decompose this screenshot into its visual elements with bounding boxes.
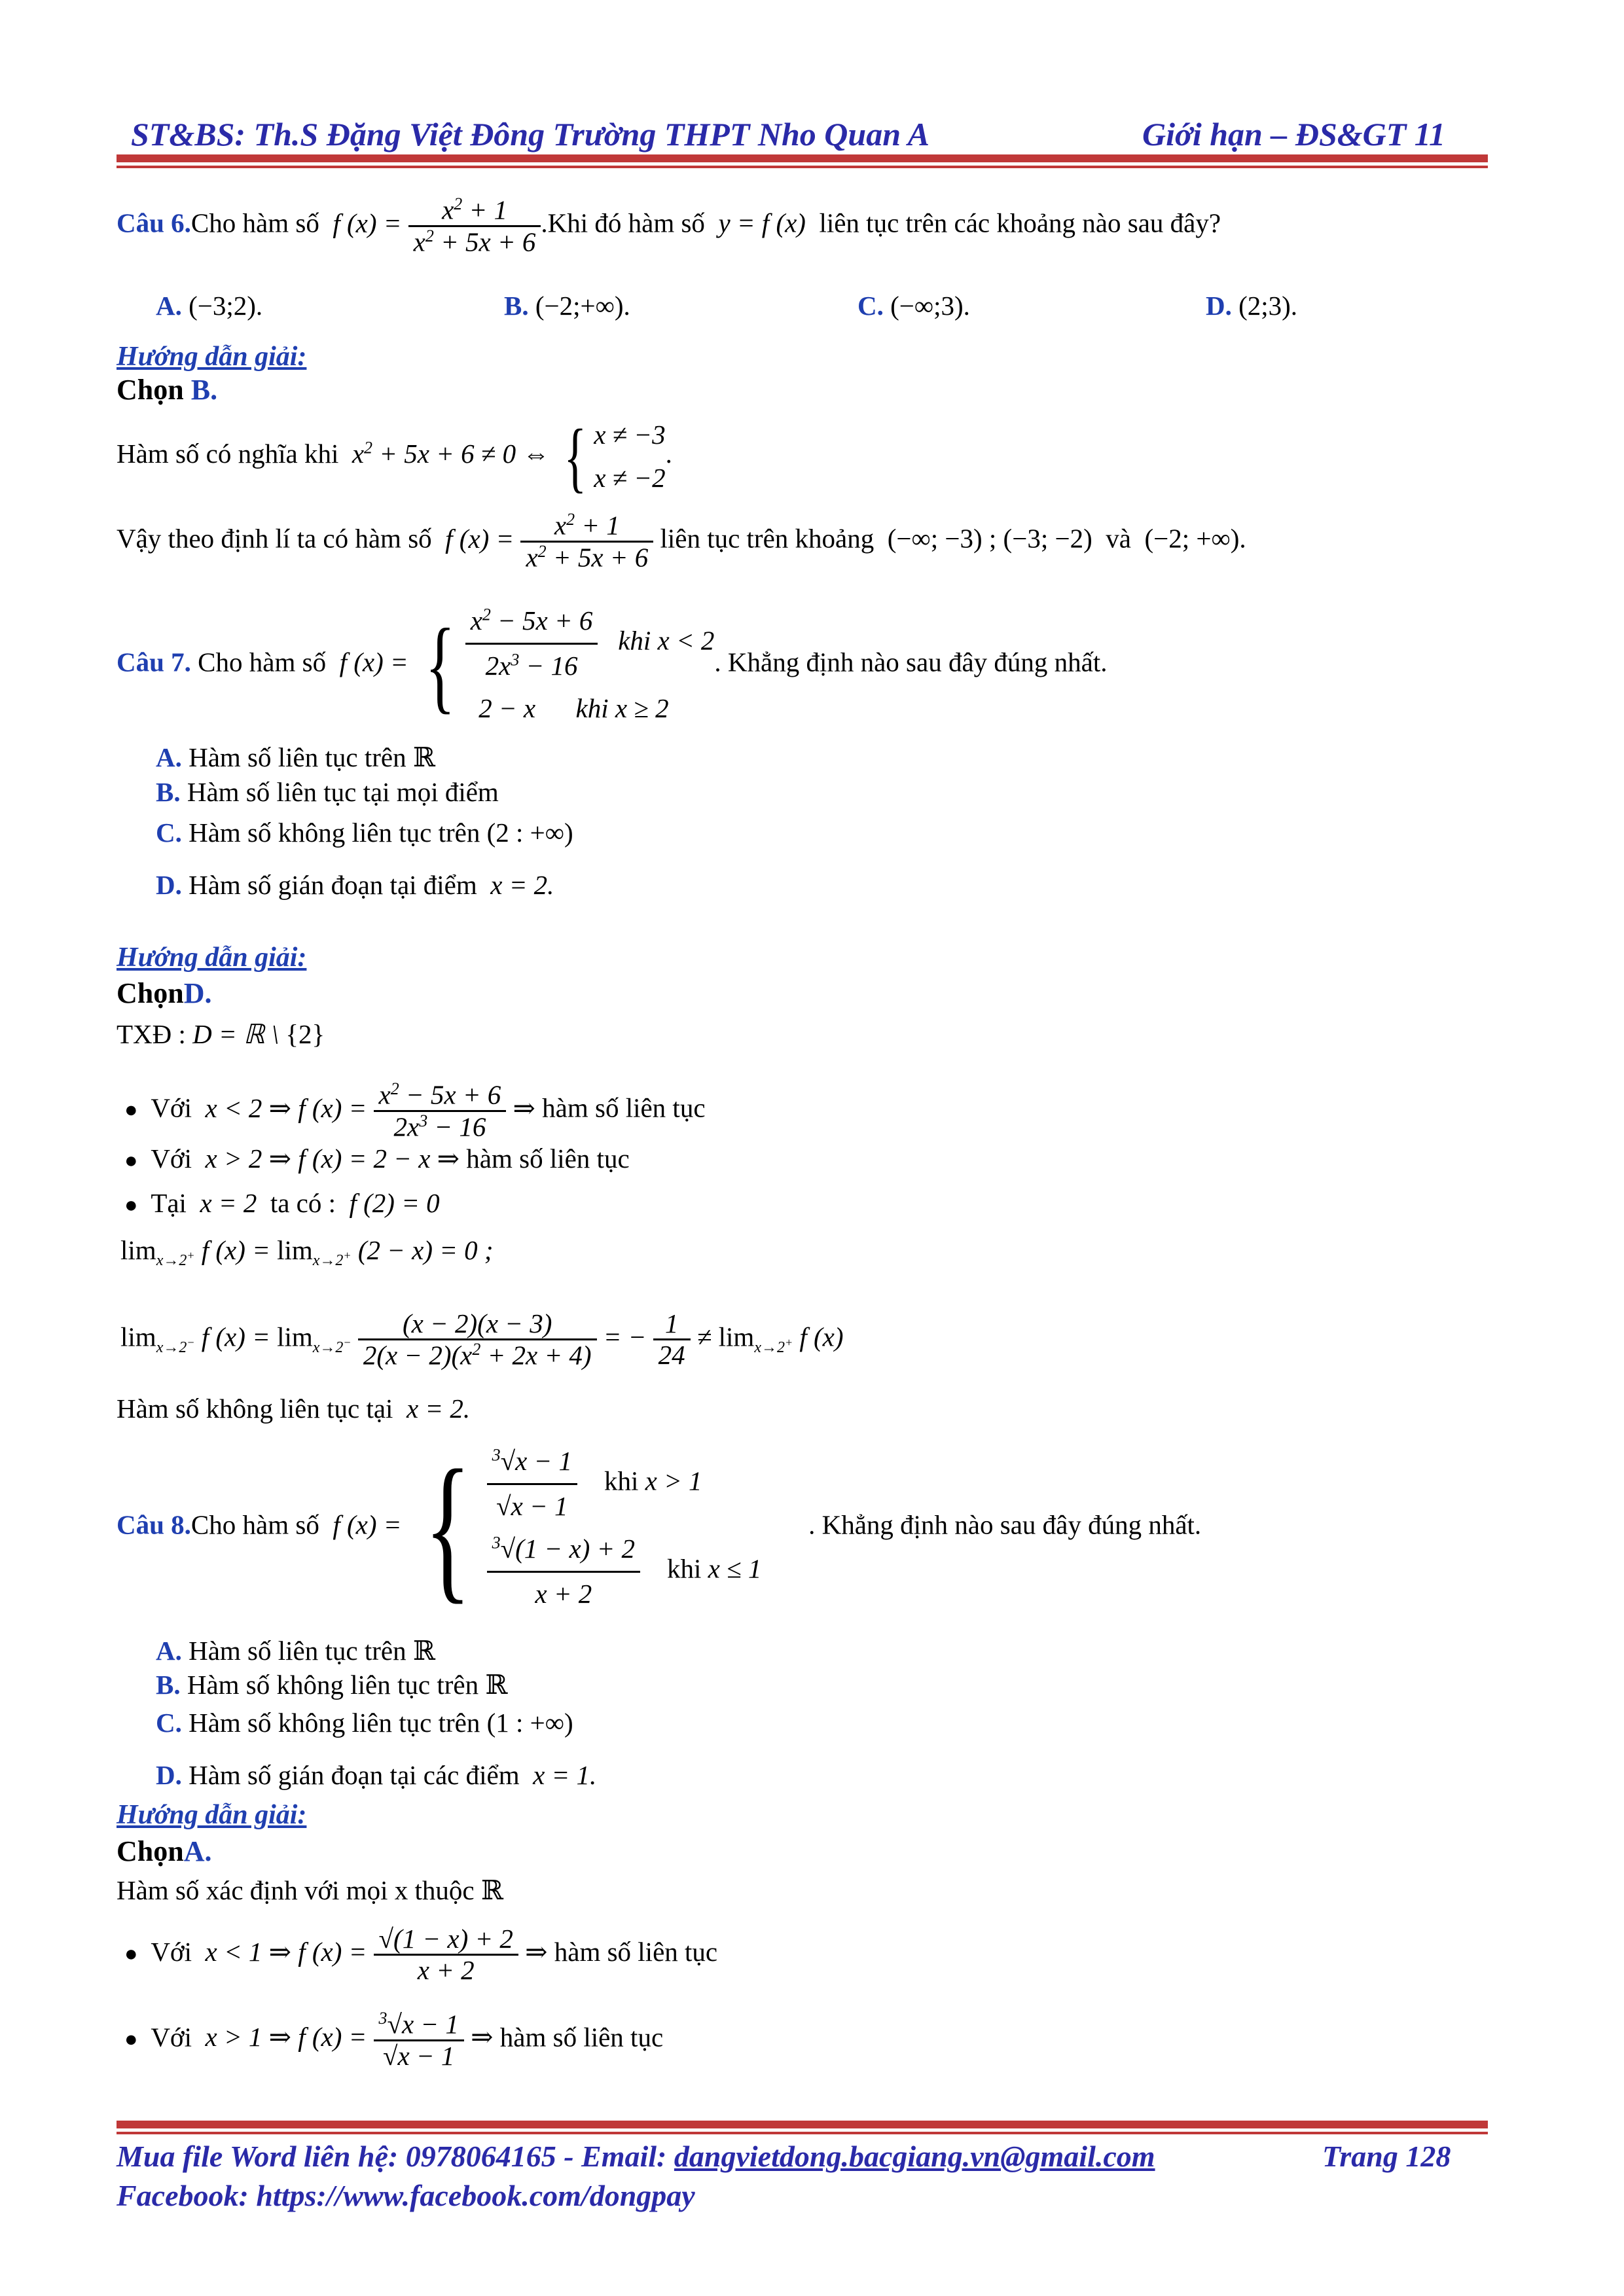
q6-answer: Chọn B. [117, 374, 218, 406]
q7-answer: ChọnD. [117, 977, 212, 1009]
footer-rule [117, 2121, 1488, 2134]
footer-contact: Mua file Word liên hệ: 0978064165 - Email: dangvietdong.bacgiang.vn@gmail.com [117, 2140, 1155, 2173]
q6-option-a: A. (−3;2). [156, 291, 263, 321]
q8-question: Câu 8.Cho hàm số f (x) = { $\frac{^3√x - 1}{√x - 1}$ khi x > 1 $\frac{^3√(1 - x) + 2}{x + 2}$ khi x ≤ 1 . Khẳng định nào sau đây đúng nhất. [117, 1437, 1202, 1619]
q7-option-b: B. Hàm số liên tục tại mọi điểm [156, 777, 499, 807]
q7-domain: TXĐ : D = ℝ \ {2} [117, 1019, 325, 1049]
q6-guide-heading: Hướng dẫn giải: [117, 342, 307, 372]
q7-option-c: C. Hàm số không liên tục trên (2 : +∞) [156, 817, 573, 848]
q6-conclusion-line: Vậy theo định lí ta có hàm số f (x) = $\frac{x^2 + 1}{x^2 + 5x + 6}$ liên tục trên khoảng (−∞; −3) ; (−3; −2) và (−2; +∞). [117, 510, 1246, 573]
footer-email-link[interactable]: dangvietdong.bacgiang.vn@gmail.com [674, 2140, 1155, 2173]
q6-text-b: .Khi đó hàm số [541, 207, 705, 238]
q6-option-c: C. (−∞;3). [857, 291, 970, 321]
q6-option-b: B. (−2;+∞). [504, 291, 630, 321]
q8-option-c: C. Hàm số không liên tục trên (1 : +∞) [156, 1708, 573, 1738]
header-rule [117, 154, 1488, 168]
q6-domain-line: Hàm số có nghĩa khi $x^2 + 5x + 6 \ne 0$ ⇔ { x ≠ −3 x ≠ −2 . [117, 412, 672, 500]
q6-option-d: D. (2;3). [1206, 291, 1298, 321]
page-number: Trang 128 [1322, 2140, 1451, 2173]
q8-answer: ChọnA. [117, 1835, 212, 1867]
q6-text-a: Cho hàm số [190, 207, 319, 238]
q8-option-b: B. Hàm số không liên tục trên ℝ [156, 1670, 508, 1700]
q7-bullet-1: ● Với x < 2 ⇒ f (x) = $\frac{x^2 - 5x + 6}{2x^3 - 16}$ ⇒ hàm số liên tục [124, 1079, 706, 1142]
q8-option-d: D. Hàm số gián đoạn tại các điểm x = 1. [156, 1760, 597, 1790]
q8-bullet-1: ● Với x < 1 ⇒ f (x) = $\frac{√(1 - x) + 2}{x + 2}$ ⇒ hàm số liên tục [124, 1924, 718, 1986]
q7-guide-heading: Hướng dẫn giải: [117, 942, 307, 973]
q7-limit-left: $\lim_{x\to 2^-} f$ $(x) = \lim_{x\to 2^-}$ $\frac{(x - 2)(x - 3)}{2(x - 2)(x^2 + 2x + 4)}$ = − $\frac{1}{24}$ ≠ $\lim_{x\to 2^+} f$ (x) [120, 1308, 844, 1371]
header-right: Giới hạn – ĐS&GT 11 [1142, 116, 1446, 152]
q7-bullet-3: ● Tại x = 2 ta có : f (2) = 0 [124, 1188, 440, 1218]
q7-option-d: D. Hàm số gián đoạn tại điểm x = 2. [156, 870, 554, 900]
header-left: ST&BS: Th.S Đặng Việt Đông Trường THPT Nho Quan A [131, 116, 929, 152]
q6-text-c: liên tục trên các khoảng nào sau đây? [819, 207, 1221, 238]
q6-formula-y: y = f (x) [712, 207, 813, 238]
q8-option-a: A. Hàm số liên tục trên ℝ [156, 1636, 435, 1666]
q6-label: Câu 6. [117, 207, 191, 238]
q8-domain: Hàm số xác định với mọi x thuộc ℝ [117, 1875, 503, 1905]
q7-option-a: A. Hàm số liên tục trên ℝ [156, 742, 435, 772]
q7-limit-right: $\lim_{x\to 2^+} f$ $(x) = \lim_{x\to 2^+} (2 - x) = 0$ ; [120, 1235, 494, 1270]
q7-question: Câu 7. Cho hàm số f (x) = { $\frac{x^2 - 5x + 6}{2x^3 - 16}$ khi x < 2 2 − x khi x ≥ 2 . Khẳng định nào sau đây đúng nhất. [117, 600, 1108, 730]
q6-formula: f (x) = $\frac{x^2 + 1}{x^2 + 5x + 6}$ [326, 208, 541, 238]
q8-guide-heading: Hướng dẫn giải: [117, 1800, 307, 1830]
q8-bullet-2: ● Với x > 1 ⇒ f (x) = $\frac{^3√x - 1}{√x - 1}$ ⇒ hàm số liên tục [124, 2009, 664, 2071]
q7-bullet-2: ● Với x > 2 ⇒ f (x) = 2 − x ⇒ hàm số liên tục [124, 1143, 630, 1174]
footer-facebook[interactable]: Facebook: https://www.facebook.com/dongpay [117, 2179, 695, 2212]
q6-question [117, 195, 1221, 257]
q7-conclusion: Hàm số không liên tục tại x = 2. [117, 1393, 471, 1424]
